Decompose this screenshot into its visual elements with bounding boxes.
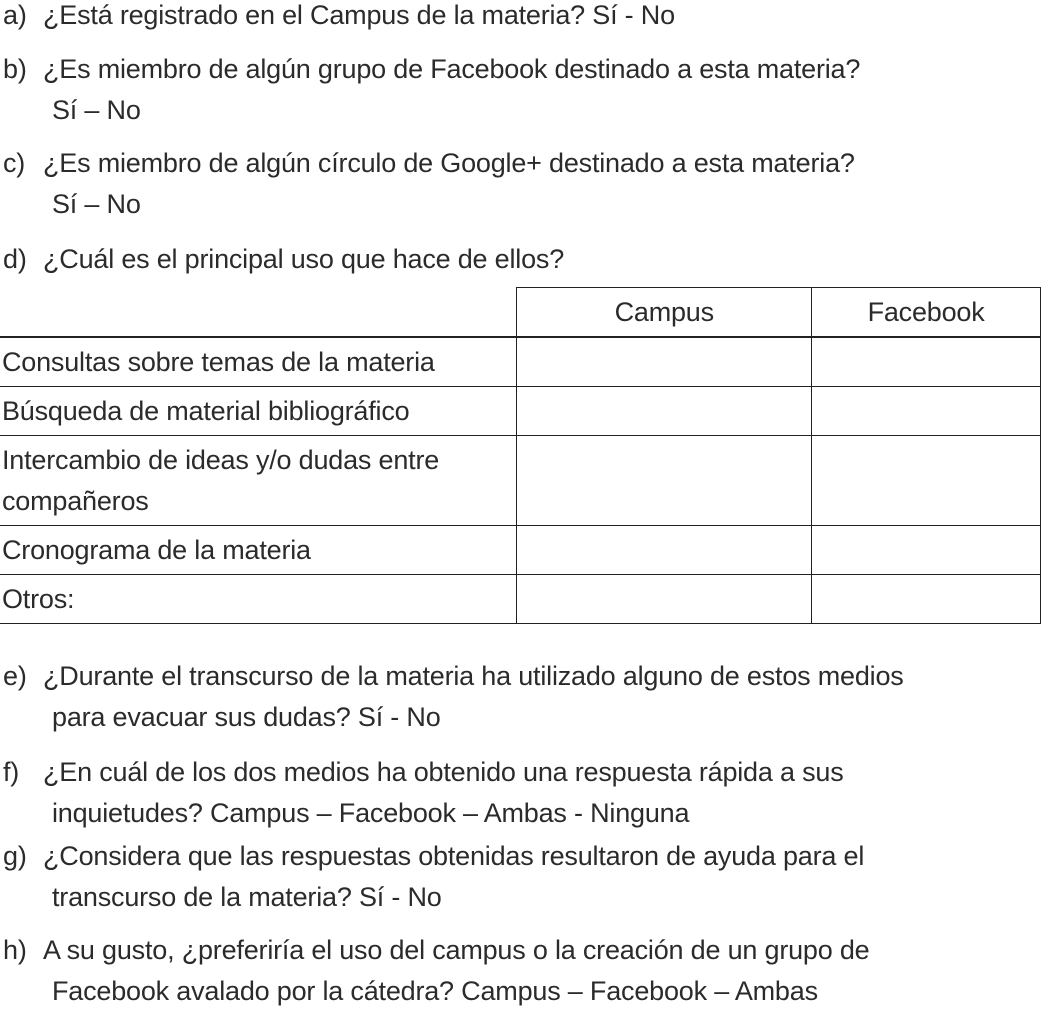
- column-header-facebook: Facebook: [812, 288, 1041, 338]
- row-label-text-line2: compañeros: [2, 485, 149, 516]
- question-d: [0, 239, 564, 280]
- campus-answer-cell[interactable]: [517, 575, 812, 624]
- question-d-text: ¿Cuál es el principal uso que hace de ellos?: [43, 244, 565, 274]
- question-e: [0, 656, 904, 738]
- campus-answer-cell[interactable]: [517, 526, 812, 575]
- row-label: [0, 436, 517, 526]
- question-c-label: c): [3, 148, 26, 178]
- table-header-row: [0, 288, 1041, 338]
- question-g-text-line2: transcurso de la materia? Sí - No: [52, 882, 442, 912]
- question-e-text-line2: para evacuar sus dudas? Sí - No: [52, 702, 441, 732]
- table-row: [0, 575, 1041, 624]
- table-row: [0, 526, 1041, 575]
- question-b-text-line1: ¿Es miembro de algún grupo de Facebook destinado a esta materia?: [43, 54, 861, 84]
- campus-answer-cell[interactable]: [517, 436, 812, 526]
- row-label: [0, 526, 517, 575]
- facebook-answer-cell[interactable]: [812, 575, 1041, 624]
- question-g-label: g): [3, 841, 27, 871]
- question-c: [0, 143, 855, 225]
- row-label-text: Búsqueda de material bibliográfico: [2, 395, 410, 426]
- table-row: [0, 436, 1041, 526]
- row-label-text: Otros:: [2, 583, 75, 614]
- question-g: [0, 836, 864, 918]
- question-a-label: a): [3, 0, 27, 30]
- question-h-label: h): [3, 935, 27, 965]
- question-f-text-line1: ¿En cuál de los dos medios ha obtenido una respuesta rápida a sus: [43, 757, 844, 787]
- facebook-answer-cell[interactable]: [812, 526, 1041, 575]
- question-a-text: ¿Está registrado en el Campus de la materia? Sí - No: [43, 0, 675, 30]
- table-row: [0, 337, 1041, 387]
- row-label: [0, 387, 517, 436]
- row-label-text: Intercambio de ideas y/o dudas entre: [2, 444, 440, 475]
- question-b: [0, 49, 860, 131]
- question-g-text-line1: ¿Considera que las respuestas obtenidas resultaron de ayuda para el: [43, 841, 865, 871]
- row-label: [0, 337, 517, 387]
- question-c-text-line1: ¿Es miembro de algún círculo de Google+ destinado a esta materia?: [43, 148, 855, 178]
- question-f-text-line2: inquietudes? Campus – Facebook – Ambas - Ninguna: [52, 798, 690, 828]
- column-header-campus: Campus: [517, 288, 812, 338]
- row-label-text: Cronograma de la materia: [2, 534, 311, 565]
- facebook-answer-cell[interactable]: [812, 387, 1041, 436]
- question-c-text-line2: Sí – No: [52, 189, 141, 219]
- question-a: [0, 0, 675, 36]
- row-label: [0, 575, 517, 624]
- question-f-label: f): [3, 757, 20, 787]
- question-b-label: b): [3, 54, 27, 84]
- question-h-text-line1: A su gusto, ¿preferiría el uso del campus o la creación de un grupo de: [43, 935, 870, 965]
- question-e-text-line1: ¿Durante el transcurso de la materia ha utilizado alguno de estos medios: [43, 661, 904, 691]
- facebook-answer-cell[interactable]: [812, 436, 1041, 526]
- usage-table: [0, 287, 1041, 624]
- question-e-label: e): [3, 661, 27, 691]
- campus-answer-cell[interactable]: [517, 337, 812, 387]
- campus-answer-cell[interactable]: [517, 387, 812, 436]
- row-label-text: Consultas sobre temas de la materia: [2, 346, 435, 377]
- question-f: [0, 752, 844, 834]
- question-h-text-line2: Facebook avalado por la cátedra? Campus – Facebook – Ambas: [52, 976, 818, 1006]
- question-d-label: d): [3, 244, 27, 274]
- table-header-blank: [0, 288, 517, 338]
- question-b-text-line2: Sí – No: [52, 95, 141, 125]
- question-h: [0, 930, 870, 1012]
- table-row: [0, 387, 1041, 436]
- facebook-answer-cell[interactable]: [812, 337, 1041, 387]
